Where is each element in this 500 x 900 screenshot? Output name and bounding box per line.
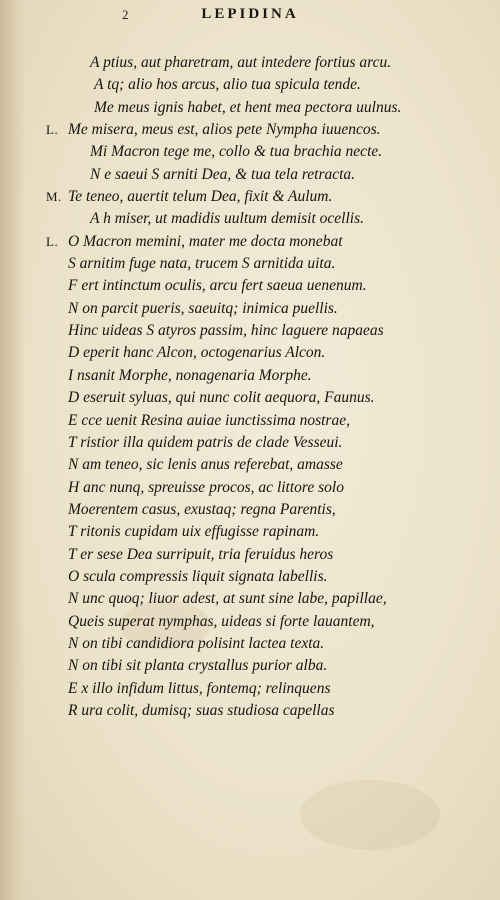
verse-line-text: Moerentem casus, exustaq; regna Parentis,: [68, 500, 336, 518]
verse-line-text: E cce uenit Resina auiae iunctissima nostrae,: [68, 411, 350, 429]
verse-line-text: A h miser, ut madidis uultum demisit ocellis.: [90, 210, 364, 228]
verse-line: [68, 454, 478, 476]
verse-line: [68, 566, 478, 588]
verse-line-text: E x illo infidum littus, fontemq; relinquens: [68, 679, 331, 697]
verse-line-text: Queis superat nymphas, uideas si forte lauantem,: [68, 612, 375, 630]
verse-line-text: N on tibi candidiora polisint lactea texta.: [68, 634, 325, 652]
verse-line: [68, 499, 478, 521]
verse-line: [68, 633, 478, 655]
verse-text-block: [46, 52, 478, 722]
verse-line-text: N on parcit pueris, saeuitq; inimica puellis.: [68, 299, 338, 317]
verse-line: [68, 588, 478, 610]
verse-line-text: N am teneo, sic lenis anus referebat, amasse: [68, 456, 343, 474]
verse-line: [68, 544, 478, 566]
verse-line: [68, 141, 478, 163]
page-number: 2: [122, 7, 129, 22]
verse-line-text: Me meus ignis habet, et hent mea pectora uulnus.: [94, 98, 402, 116]
verse-line-text: Me misera, meus est, alios pete Nympha iuuencos.: [68, 121, 381, 139]
verse-line-text: Hinc uideas S atyros passim, hinc laguere napaeas: [68, 322, 384, 340]
verse-line-text: T er sese Dea surripuit, tria feruidus heros: [68, 545, 334, 563]
verse-line: [68, 97, 478, 119]
verse-line: [68, 208, 478, 230]
verse-line: [68, 521, 478, 543]
verse-line-text: N on tibi sit planta crystallus purior alba.: [68, 657, 328, 675]
verse-line: [68, 611, 478, 633]
verse-line: [68, 342, 478, 364]
verse-line: [68, 432, 478, 454]
verse-line: [68, 678, 478, 700]
verse-line-text: O scula compressis liquit signata labellis.: [68, 567, 328, 585]
verse-line-text: D eperit hanc Alcon, octogenarius Alcon.: [68, 344, 326, 362]
verse-line: [68, 275, 478, 297]
verse-line: [68, 387, 478, 409]
verse-line: [68, 410, 478, 432]
verse-line-text: I nsanit Morphe, nonagenaria Morphe.: [68, 366, 312, 384]
verse-line-text: F ert intinctum oculis, arcu fert saeua uenenum.: [68, 277, 367, 295]
verse-line-text: S arnitim fuge nata, trucem S arnitida uita.: [68, 255, 336, 273]
verse-line-text: H anc nunq, spreuisse procos, ac littore solo: [68, 478, 344, 496]
verse-line: [68, 74, 478, 96]
verse-line-text: T ritonis cupidam uix effugisse rapinam.: [68, 523, 320, 541]
verse-line: [68, 655, 478, 677]
verse-line-text: T ristior illa quidem patris de clade Vesseui.: [68, 433, 343, 451]
speaker-label: L.: [46, 233, 59, 249]
verse-line: [68, 164, 478, 186]
verse-line: [46, 231, 478, 253]
page-gutter-shadow: [0, 0, 26, 900]
running-head: LEPIDINA: [201, 6, 299, 22]
speaker-label: L.: [46, 122, 59, 138]
verse-line-text: Mi Macron tege me, collo & tua brachia necte.: [90, 143, 383, 161]
speaker-label: M.: [46, 189, 62, 205]
verse-line-text: A ptius, aut pharetram, aut intedere fortius arcu.: [90, 54, 392, 71]
verse-line-text: N e saeui S arniti Dea, & tua tela retracta.: [90, 165, 356, 183]
verse-line-text: R ura colit, dumisq; suas studiosa capellas: [68, 701, 335, 719]
verse-line-text: Te teneo, auertit telum Dea, fixit & Aulum.: [68, 188, 333, 206]
paper-stain: [300, 780, 440, 850]
verse-line: [68, 365, 478, 387]
verse-line: [68, 253, 478, 275]
verse-line-text: O Macron memini, mater me docta monebat: [68, 232, 343, 250]
verse-line: [68, 320, 478, 342]
verse-line-text: A tq; alio hos arcus, alio tua spicula tende.: [94, 76, 361, 94]
verse-line: [68, 700, 478, 722]
verse-line: [46, 186, 478, 208]
verse-line: [68, 477, 478, 499]
verse-line: [46, 119, 478, 141]
verse-line: [68, 52, 478, 74]
verse-line: [68, 298, 478, 320]
verse-line-text: D eseruit syluas, qui nunc colit aequora, Faunus.: [68, 389, 375, 407]
verse-line-text: N unc quoq; liuor adest, at sunt sine labe, papillae,: [68, 590, 387, 608]
